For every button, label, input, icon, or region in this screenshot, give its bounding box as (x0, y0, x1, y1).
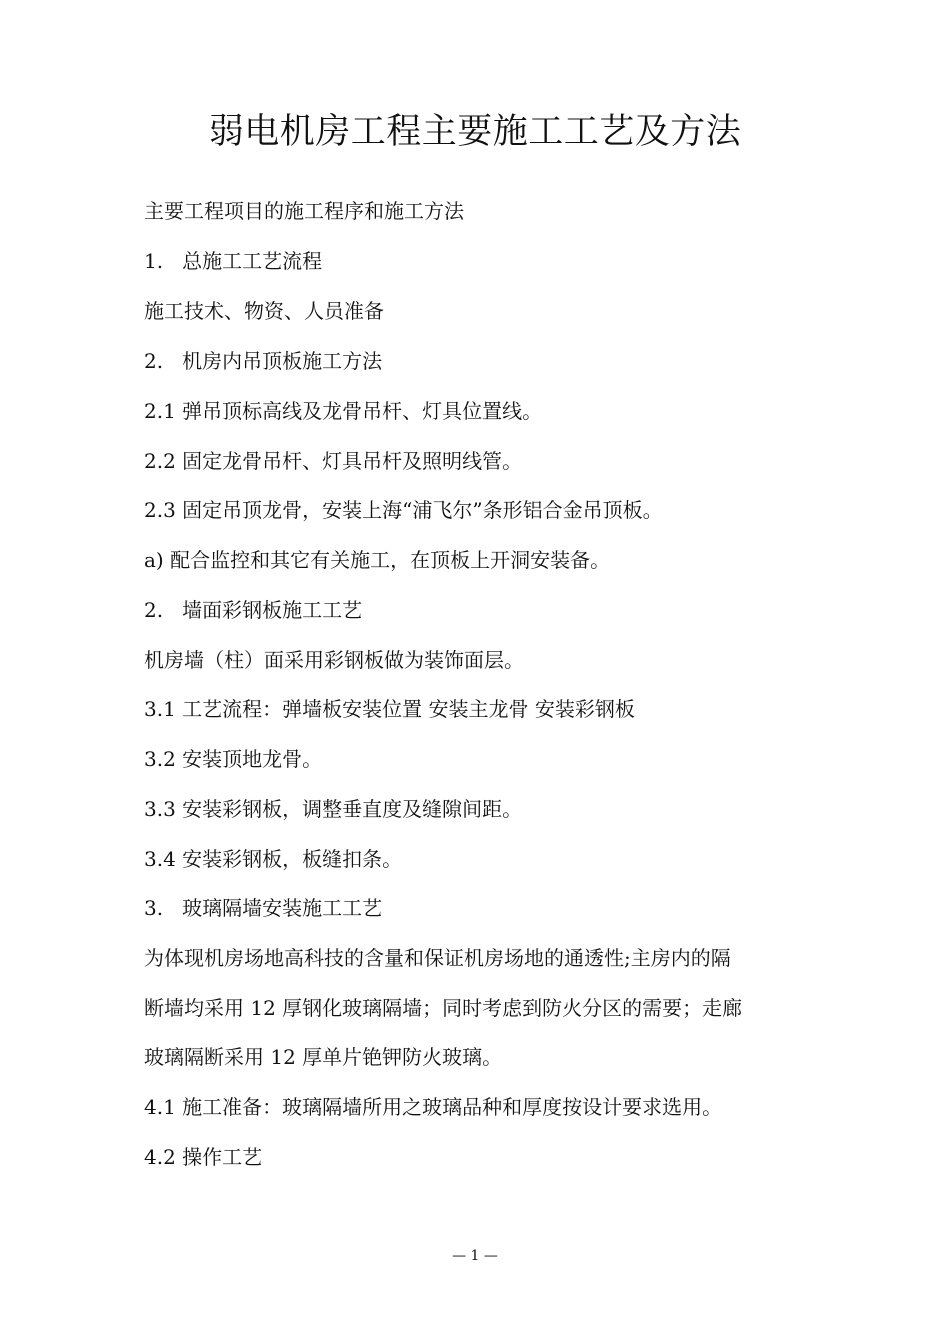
document-title: 弱电机房工程主要施工工艺及方法 (208, 112, 742, 152)
text-line: 4.1 施工准备：玻璃隔墙所用之玻璃品种和厚度按设计要求选用。 (144, 1095, 723, 1119)
text-line: 3. 玻璃隔墙安装施工工艺 (144, 896, 383, 920)
text-line: 3.3 安装彩钢板，调整垂直度及缝隙间距。 (144, 797, 523, 821)
text-line: 4.2 操作工艺 (144, 1145, 263, 1169)
text-line: 3.2 安装顶地龙骨。 (144, 747, 323, 771)
text-line: 2. 机房内吊顶板施工方法 (144, 349, 383, 373)
text-line: 主要工程项目的施工程序和施工方法 (144, 199, 464, 223)
page-number: — 1 — (452, 1248, 498, 1264)
text-line: 玻璃隔断采用 12 厚单片铯钾防火玻璃。 (144, 1045, 503, 1069)
text-line: 3.1 工艺流程：弹墙板安装位置 安装主龙骨 安装彩钢板 (144, 697, 635, 721)
text-line: 断墙均采用 12 厚钢化玻璃隔墙；同时考虑到防火分区的需要；走廊 (144, 996, 743, 1020)
text-line: 施工技术、物资、人员准备 (144, 299, 384, 323)
text-line: 2. 墙面彩钢板施工工艺 (144, 598, 363, 622)
text-line: 机房墙（柱）面采用彩钢板做为装饰面层。 (144, 648, 524, 672)
text-line: 1. 总施工工艺流程 (144, 249, 323, 273)
text-line: 3.4 安装彩钢板，板缝扣条。 (144, 847, 403, 871)
text-line: 2.1 弹吊顶标高线及龙骨吊杆、灯具位置线。 (144, 399, 543, 423)
text-line: 2.3 固定吊顶龙骨，安装上海“浦飞尔”条形铝合金吊顶板。 (144, 498, 663, 522)
text-line: 为体现机房场地高科技的含量和保证机房场地的通透性;主房内的隔 (144, 946, 731, 970)
text-line: 2.2 固定龙骨吊杆、灯具吊杆及照明线管。 (144, 449, 523, 473)
text-line: a) 配合监控和其它有关施工，在顶板上开洞安装备。 (144, 548, 611, 572)
